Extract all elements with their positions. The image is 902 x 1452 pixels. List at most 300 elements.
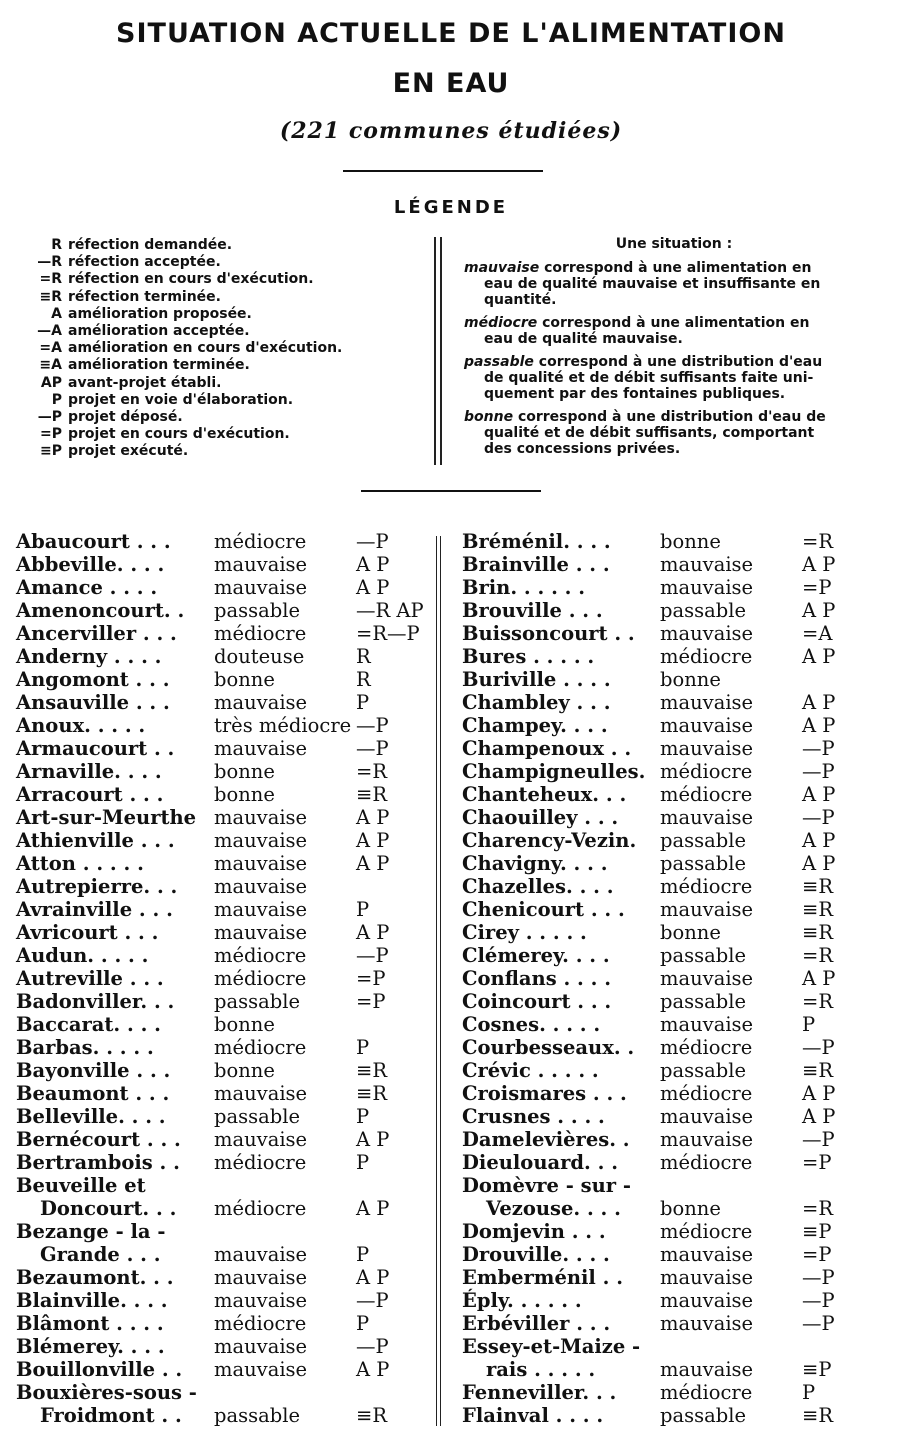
project-status: P: [356, 1151, 370, 1174]
water-quality: médiocre: [214, 1312, 307, 1335]
commune-name: Buriville . . . .: [462, 668, 611, 691]
commune-name: Autreville . . .: [16, 967, 164, 990]
definition-first-line: [464, 354, 884, 370]
commune-row: [462, 944, 892, 967]
definition-text: qualité et de débit suffisants, comportant: [484, 425, 815, 441]
legend-code-desc: avant-projet établi.: [68, 374, 222, 391]
water-quality: mauvaise: [660, 1105, 754, 1128]
commune-name: Amenoncourt. .: [16, 599, 185, 622]
legend-definition: [464, 354, 884, 402]
legend-code: =P: [40, 426, 62, 443]
column-divider-line: [440, 536, 441, 1426]
commune-row: [16, 1404, 426, 1427]
commune-row: [16, 737, 426, 760]
commune-name: Bezange - la -: [16, 1220, 166, 1243]
project-status: —P: [356, 1335, 389, 1358]
project-status: ≡P: [802, 1358, 832, 1381]
water-quality: mauvaise: [660, 1358, 754, 1381]
water-quality: mauvaise: [660, 691, 754, 714]
legend-code-row: [18, 392, 428, 409]
project-status: =R—P: [356, 622, 420, 645]
commune-name: Art-sur-Meurthe: [16, 806, 197, 829]
project-status: ≡R: [802, 1059, 834, 1082]
commune-row: [16, 1289, 426, 1312]
project-status: ≡R: [802, 875, 834, 898]
project-status: =R: [802, 944, 834, 967]
commune-row: [16, 829, 426, 852]
water-quality: médiocre: [214, 944, 307, 967]
project-status: R: [356, 668, 371, 691]
commune-row: [16, 783, 426, 806]
commune-name: Armaucourt . .: [16, 737, 175, 760]
legend-code-desc: amélioration en cours d'exécution.: [68, 340, 343, 357]
commune-row: [462, 622, 892, 645]
project-status: A P: [356, 852, 390, 875]
definition-text: correspond à une alimentation en: [544, 260, 812, 276]
definition-text: de qualité et de débit suffisants faite uni-: [484, 370, 814, 386]
project-status: ≡R: [802, 921, 834, 944]
legend-code-desc: amélioration acceptée.: [68, 322, 250, 339]
commune-name: Bures . . . . .: [462, 645, 595, 668]
project-status: =P: [356, 967, 386, 990]
water-quality: passable: [660, 599, 747, 622]
water-quality: mauvaise: [214, 829, 308, 852]
commune-row: [462, 1174, 892, 1197]
commune-name: Chanteheux. . .: [462, 783, 627, 806]
water-quality: mauvaise: [214, 1082, 308, 1105]
commune-name: Domjevin . . .: [462, 1220, 606, 1243]
commune-name: Champey. . . .: [462, 714, 608, 737]
commune-row: [16, 1174, 426, 1197]
commune-name: Audun. . . . .: [16, 944, 149, 967]
commune-name: Drouville. . . .: [462, 1243, 610, 1266]
commune-name: Belleville. . . .: [16, 1105, 166, 1128]
project-status: =R: [802, 1197, 834, 1220]
commune-name: Emberménil . .: [462, 1266, 623, 1289]
water-quality: passable: [660, 1404, 747, 1427]
commune-row: [16, 1151, 426, 1174]
commune-row: [462, 1151, 892, 1174]
commune-row: [16, 760, 426, 783]
water-quality: médiocre: [214, 622, 307, 645]
commune-name: Arnaville. . . .: [16, 760, 162, 783]
commune-row: [16, 1036, 426, 1059]
water-quality: mauvaise: [214, 806, 308, 829]
commune-name: Grande . . .: [40, 1243, 161, 1266]
legend-divider-line: [434, 237, 436, 465]
definition-term: bonne: [464, 409, 514, 425]
project-status: ≡R: [802, 1404, 834, 1427]
commune-row: [462, 1358, 892, 1381]
legend-code-desc: amélioration proposée.: [68, 305, 252, 322]
commune-row: [16, 1381, 426, 1404]
water-quality: bonne: [660, 530, 721, 553]
legend-code: R: [51, 237, 62, 253]
definition-first-line: [464, 260, 884, 276]
commune-name: Avricourt . . .: [16, 921, 159, 944]
situation-label: Une situation :: [615, 236, 733, 252]
project-status: A P: [356, 553, 390, 576]
project-status: ≡P: [802, 1220, 832, 1243]
legend-code-desc: réfection terminée.: [68, 288, 221, 305]
commune-row: [16, 967, 426, 990]
water-quality: médiocre: [214, 1197, 307, 1220]
legend-codes: [18, 237, 428, 460]
commune-name: Coincourt . . .: [462, 990, 612, 1013]
commune-row: [462, 1197, 892, 1220]
commune-name: Anderny . . . .: [16, 645, 162, 668]
water-quality: médiocre: [660, 1151, 753, 1174]
water-quality: mauvaise: [660, 553, 754, 576]
commune-row: [16, 898, 426, 921]
water-quality: mauvaise: [214, 1358, 308, 1381]
commune-name: Chavigny. . . .: [462, 852, 608, 875]
commune-row: [462, 1082, 892, 1105]
legend-code-row: [18, 306, 428, 323]
legend-code-row: [18, 409, 428, 426]
water-quality: médiocre: [214, 1151, 307, 1174]
page-title-line2: EN EAU: [392, 68, 510, 99]
commune-name: Beuveille et: [16, 1174, 146, 1197]
project-status: =R: [356, 760, 388, 783]
water-quality: passable: [214, 1105, 301, 1128]
project-status: —P: [356, 737, 389, 760]
commune-row: [16, 1105, 426, 1128]
legend-code-row: [18, 254, 428, 271]
commune-name: Croismares . . .: [462, 1082, 627, 1105]
project-status: P: [802, 1013, 816, 1036]
commune-row: [462, 829, 892, 852]
commune-name: Brouville . . .: [462, 599, 603, 622]
water-quality: mauvaise: [214, 691, 308, 714]
commune-name: Dieulouard. . .: [462, 1151, 618, 1174]
definition-text: correspond à une distribution d'eau de: [517, 409, 826, 425]
commune-name: Bezaumont. . .: [16, 1266, 174, 1289]
commune-name: Flainval . . . .: [462, 1404, 604, 1427]
water-quality: mauvaise: [214, 921, 308, 944]
commune-name: Domèvre - sur -: [462, 1174, 631, 1197]
water-quality: mauvaise: [214, 737, 308, 760]
legend-code-row: [18, 357, 428, 374]
column-divider-line: [436, 536, 437, 1426]
legend-code-desc: réfection acceptée.: [68, 254, 221, 271]
water-quality: médiocre: [660, 1220, 753, 1243]
commune-name: Froidmont . .: [40, 1404, 182, 1427]
communes-column-right: [462, 530, 892, 1427]
commune-row: [462, 1059, 892, 1082]
project-status: A P: [356, 829, 390, 852]
commune-row: [16, 1266, 426, 1289]
legend-code: P: [51, 391, 62, 408]
water-quality: mauvaise: [214, 553, 308, 576]
water-quality: passable: [660, 1059, 747, 1082]
water-quality: médiocre: [214, 530, 307, 553]
communes-column-left: [16, 530, 426, 1427]
project-status: A P: [802, 1105, 836, 1128]
commune-row: [16, 1312, 426, 1335]
project-status: A P: [356, 1358, 390, 1381]
commune-name: Baccarat. . . .: [16, 1013, 161, 1036]
water-quality: mauvaise: [214, 1289, 308, 1312]
commune-row: [462, 852, 892, 875]
commune-name: Autrepierre. . .: [16, 875, 178, 898]
legend-code-desc: projet déposé.: [68, 408, 183, 425]
water-quality: bonne: [660, 668, 721, 691]
water-quality: bonne: [214, 1013, 275, 1036]
water-quality: médiocre: [660, 645, 753, 668]
page-title-line1: SITUATION ACTUELLE DE L'ALIMENTATION: [116, 18, 786, 49]
commune-name: Bouxières-sous -: [16, 1381, 197, 1404]
legend-code-row: [18, 375, 428, 392]
commune-name: Vezouse. . . .: [486, 1197, 621, 1220]
project-status: ≡R: [356, 783, 388, 806]
project-status: —P: [802, 1266, 835, 1289]
water-quality: médiocre: [660, 760, 753, 783]
definition-term: médiocre: [464, 315, 538, 331]
commune-row: [462, 1013, 892, 1036]
commune-name: Doncourt. . .: [40, 1197, 177, 1220]
commune-name: Crusnes . . . .: [462, 1105, 605, 1128]
definition-text: eau de qualité mauvaise et insuffisante en: [484, 276, 821, 292]
commune-row: [16, 1197, 426, 1220]
commune-row: [16, 806, 426, 829]
commune-row: [462, 967, 892, 990]
commune-name: Cosnes. . . . .: [462, 1013, 601, 1036]
commune-name: Blémerey. . . .: [16, 1335, 165, 1358]
commune-row: [462, 691, 892, 714]
definition-text: quantité.: [484, 292, 557, 308]
commune-name: Buissoncourt . .: [462, 622, 635, 645]
legend-code-row: [18, 271, 428, 288]
commune-name: Clémerey. . . .: [462, 944, 610, 967]
project-status: —P: [802, 806, 835, 829]
definition-term: mauvaise: [464, 260, 540, 276]
commune-name: Chenicourt . . .: [462, 898, 625, 921]
commune-row: [16, 990, 426, 1013]
commune-row: [16, 1243, 426, 1266]
commune-name: Brainville . . .: [462, 553, 610, 576]
legend-code-desc: projet en cours d'exécution.: [68, 426, 290, 443]
commune-row: [16, 622, 426, 645]
commune-row: [462, 806, 892, 829]
water-quality: passable: [660, 990, 747, 1013]
project-status: A P: [356, 576, 390, 599]
commune-row: [462, 599, 892, 622]
commune-row: [16, 599, 426, 622]
commune-row: [16, 944, 426, 967]
legend-code-row: [18, 340, 428, 357]
project-status: ≡R: [802, 898, 834, 921]
project-status: —P: [356, 1289, 389, 1312]
project-status: P: [356, 1312, 370, 1335]
commune-row: [462, 1381, 892, 1404]
project-status: —P: [802, 1312, 835, 1335]
water-quality: médiocre: [660, 1036, 753, 1059]
water-quality: mauvaise: [214, 852, 308, 875]
legend-code: A: [51, 305, 62, 322]
legend-code: ≡R: [39, 288, 62, 305]
commune-name: Brin. . . . . .: [462, 576, 586, 599]
commune-row: [16, 645, 426, 668]
legend-code-desc: réfection en cours d'exécution.: [68, 271, 314, 288]
commune-row: [16, 921, 426, 944]
divider-top: [343, 170, 543, 172]
commune-row: [462, 530, 892, 553]
commune-name: Atton . . . . .: [16, 852, 144, 875]
water-quality: bonne: [660, 1197, 721, 1220]
project-status: —P: [802, 760, 835, 783]
legend-code: AP: [40, 374, 62, 391]
project-status: A P: [802, 852, 836, 875]
project-status: A P: [356, 1197, 390, 1220]
project-status: —P: [802, 1036, 835, 1059]
commune-name: Chaouilley . . .: [462, 806, 619, 829]
commune-name: Bayonville . . .: [16, 1059, 171, 1082]
water-quality: mauvaise: [214, 1243, 308, 1266]
project-status: =P: [356, 990, 386, 1013]
project-status: —P: [802, 737, 835, 760]
commune-row: [462, 1289, 892, 1312]
water-quality: mauvaise: [660, 898, 754, 921]
commune-name: Arracourt . . .: [16, 783, 164, 806]
commune-row: [462, 783, 892, 806]
commune-name: Conflans . . . .: [462, 967, 611, 990]
water-quality: mauvaise: [660, 806, 754, 829]
project-status: P: [356, 1243, 370, 1266]
water-quality: mauvaise: [660, 622, 754, 645]
water-quality: bonne: [214, 760, 275, 783]
project-status: —R AP: [356, 599, 424, 622]
page-subtitle: (221 communes étudiées): [279, 118, 623, 144]
commune-row: [16, 668, 426, 691]
project-status: ≡R: [356, 1082, 388, 1105]
commune-row: [16, 1082, 426, 1105]
commune-row: [462, 760, 892, 783]
definition-term: passable: [464, 354, 534, 370]
commune-row: [462, 1220, 892, 1243]
water-quality: mauvaise: [214, 898, 308, 921]
commune-name: Courbesseaux. .: [462, 1036, 635, 1059]
project-status: =A: [802, 622, 833, 645]
commune-name: Bertrambois . .: [16, 1151, 180, 1174]
water-quality: mauvaise: [214, 875, 308, 898]
water-quality: médiocre: [214, 1036, 307, 1059]
commune-name: Champenoux . .: [462, 737, 632, 760]
project-status: A P: [802, 829, 836, 852]
project-status: A P: [802, 783, 836, 806]
water-quality: bonne: [214, 1059, 275, 1082]
water-quality: médiocre: [660, 1381, 753, 1404]
commune-name: Abbeville. . . .: [16, 553, 165, 576]
project-status: A P: [356, 1128, 390, 1151]
legend-definition: [464, 260, 884, 308]
commune-name: Cirey . . . . .: [462, 921, 587, 944]
project-status: =P: [802, 1243, 832, 1266]
water-quality: très médiocre: [214, 714, 352, 737]
water-quality: passable: [214, 599, 301, 622]
water-quality: mauvaise: [214, 1128, 308, 1151]
commune-name: Beaumont . . .: [16, 1082, 170, 1105]
commune-name: Erbéviller . . .: [462, 1312, 611, 1335]
commune-name: Abaucourt . . .: [16, 530, 171, 553]
legend-code-desc: réfection demandée.: [68, 237, 233, 253]
definition-first-line: [464, 315, 884, 331]
water-quality: passable: [660, 829, 747, 852]
water-quality: mauvaise: [214, 1266, 308, 1289]
commune-row: [16, 1220, 426, 1243]
water-quality: bonne: [214, 783, 275, 806]
water-quality: passable: [214, 1404, 301, 1427]
commune-row: [16, 1013, 426, 1036]
commune-row: [462, 737, 892, 760]
water-quality: mauvaise: [660, 967, 754, 990]
commune-name: Charency-Vezin.: [462, 829, 637, 852]
water-quality: mauvaise: [660, 1266, 754, 1289]
project-status: A P: [802, 599, 836, 622]
commune-row: [462, 1266, 892, 1289]
definition-text: eau de qualité mauvaise.: [484, 331, 683, 347]
water-quality: bonne: [214, 668, 275, 691]
commune-row: [462, 645, 892, 668]
commune-name: Angomont . . .: [16, 668, 170, 691]
definition-text: correspond à une distribution d'eau: [538, 354, 823, 370]
water-quality: mauvaise: [214, 1335, 308, 1358]
commune-name: Damelevières. .: [462, 1128, 630, 1151]
water-quality: mauvaise: [660, 714, 754, 737]
commune-row: [462, 1105, 892, 1128]
commune-name: Crévic . . . . .: [462, 1059, 599, 1082]
legend-code-row: [18, 237, 428, 254]
commune-row: [16, 1128, 426, 1151]
water-quality: médiocre: [214, 967, 307, 990]
project-status: R: [356, 645, 371, 668]
commune-row: [16, 1059, 426, 1082]
legend-code: =A: [39, 340, 62, 357]
water-quality: bonne: [660, 921, 721, 944]
project-status: =R: [802, 530, 834, 553]
project-status: P: [356, 1036, 370, 1059]
legend-code: —P: [37, 408, 62, 425]
commune-row: [462, 668, 892, 691]
water-quality: douteuse: [214, 645, 305, 668]
legend-code-desc: amélioration terminée.: [68, 357, 250, 374]
project-status: —P: [356, 944, 389, 967]
project-status: —P: [356, 530, 389, 553]
project-status: —P: [802, 1128, 835, 1151]
legend-code: —R: [37, 254, 62, 271]
project-status: A P: [802, 967, 836, 990]
commune-name: Bréménil. . . .: [462, 530, 611, 553]
commune-row: [462, 875, 892, 898]
project-status: A P: [356, 921, 390, 944]
project-status: A P: [802, 714, 836, 737]
water-quality: mauvaise: [214, 576, 308, 599]
commune-name: Blâmont . . . .: [16, 1312, 164, 1335]
commune-name: Champigneulles.: [462, 760, 646, 783]
water-quality: mauvaise: [660, 1243, 754, 1266]
project-status: —P: [356, 714, 389, 737]
project-status: P: [356, 898, 370, 921]
water-quality: passable: [660, 944, 747, 967]
commune-row: [462, 1036, 892, 1059]
commune-row: [462, 898, 892, 921]
project-status: —P: [802, 1289, 835, 1312]
commune-name: Anoux. . . . .: [16, 714, 146, 737]
water-quality: passable: [660, 852, 747, 875]
definition-text: des concessions privées.: [484, 441, 681, 457]
commune-name: Éply. . . . . .: [462, 1289, 582, 1312]
water-quality: médiocre: [660, 875, 753, 898]
